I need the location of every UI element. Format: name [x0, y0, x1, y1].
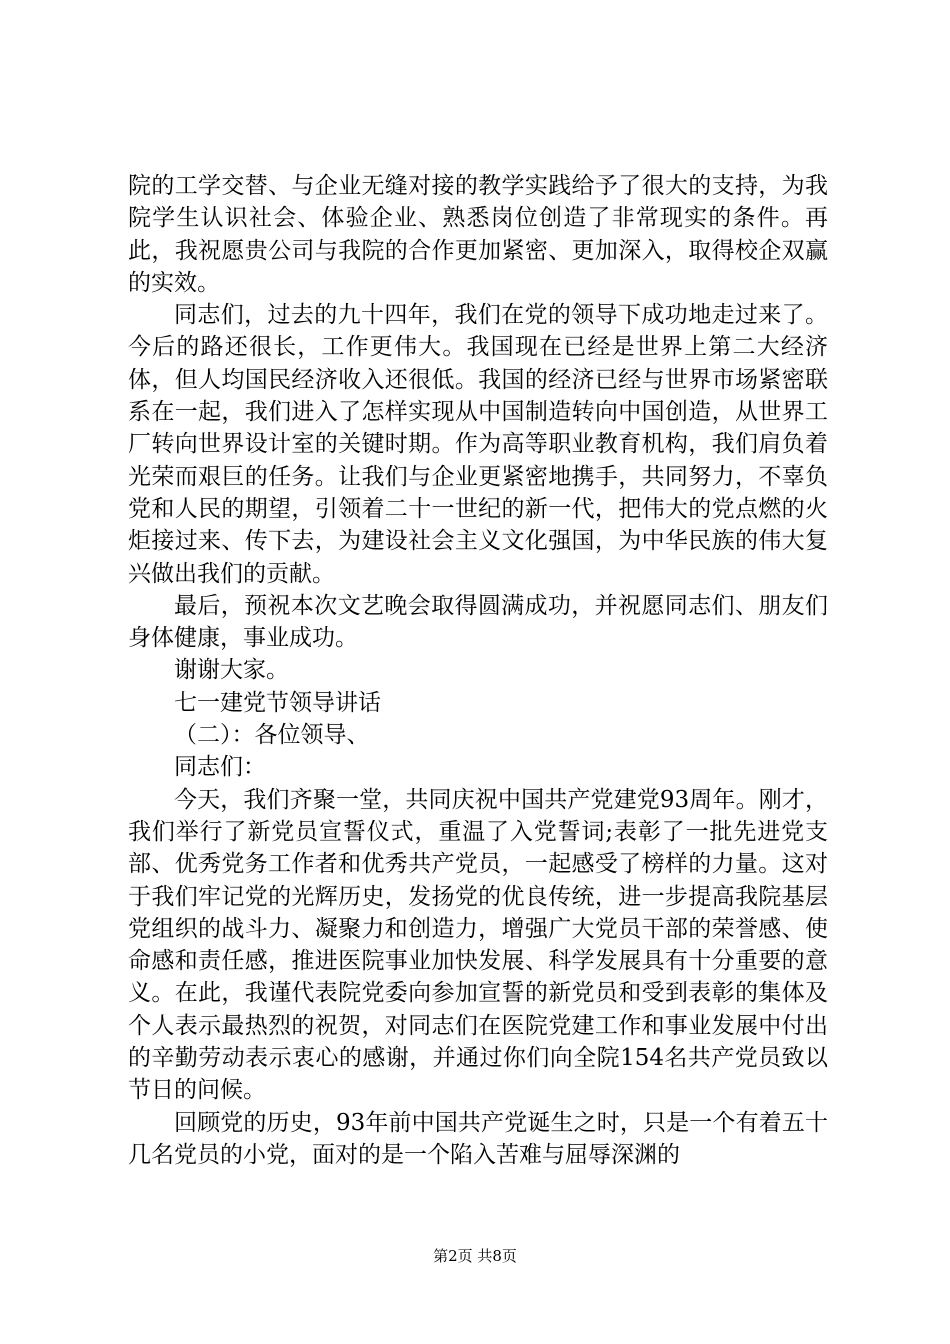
paragraph-9: 回顾党的历史，93年前中国共产党诞生之时，只是一个有着五十几名党员的小党，面对的是一个陷入苦难与屈辱深渊的: [128, 1109, 828, 1168]
paragraph-2: 同志们，过去的九十四年，我们在党的领导下成功地走过来了。今后的路还很长，工作更伟大。我国现在已经是世界上第二大经济体，但人均国民经济收入还很低。我国的经济已经与世界市场紧密联系在一起，我们进入了怎样实现从中国制造转向中国创造，从世界工厂转向世界设计室的关键时期。作为高等职业教育机构，我们肩负着光荣而艰巨的任务。让我们与企业更紧密地携手，共同努力，不辜负党和人民的期望，引领着二十一世纪的新一代，把伟大的党点燃的火炬接过来、传下去，为建设社会主义文化强国，为中华民族的伟大复兴做出我们的贡献。: [128, 302, 828, 587]
paragraph-3: 最后，预祝本次文艺晚会取得圆满成功，并祝愿同志们、朋友们身体健康，事业成功。: [128, 592, 828, 652]
salutation-line-1: （二）：各位领导、: [174, 722, 370, 749]
paragraph-1: 院的工学交替、与企业无缝对接的教学实践给予了很大的支持，为我院学生认识社会、体验企业、熟悉岗位创造了非常现实的条件。再此，我祝愿贵公司与我院的合作更加紧密、更加深入，取得校企双赢的实效。: [128, 173, 828, 296]
salutation-line-2: 同志们：: [174, 754, 266, 781]
section-heading: 七一建党节领导讲话: [174, 689, 381, 716]
paragraph-4: 谢谢大家。: [174, 657, 289, 684]
document-body: [128, 170, 828, 1171]
page-footer: 第2页 共8页: [433, 1247, 517, 1265]
paragraph-8: 今天，我们齐聚一堂，共同庆祝中国共产党建党93周年。刚才，我们举行了新党员宣誓仪式，重温了入党誓词;表彰了一批先进党支部、优秀党务工作者和优秀共产党员，一起感受了榜样的力量。这对于我们牢记党的光辉历史，发扬党的优良传统，进一步提高我院基层党组织的战斗力、凝聚力和创造力，增强广大党员干部的荣誉感、使命感和责任感，推进医院事业加快发展、科学发展具有十分重要的意义。在此，我谨代表院党委向参加宣誓的新党员和受到表彰的集体及个人表示最热烈的祝贺，对同志们在医院党建工作和事业发展中付出的辛勤劳动表示衷心的感谢，并通过你们向全院154名共产党员致以节日的问候。: [128, 786, 828, 1104]
